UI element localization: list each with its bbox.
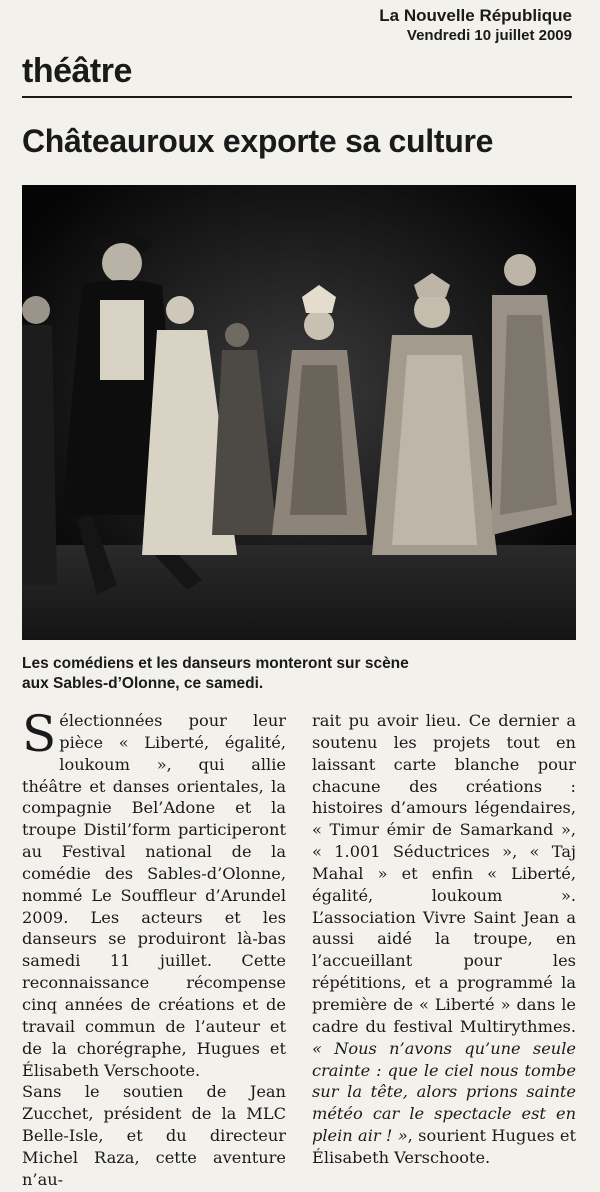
publication-date: Vendredi 10 juillet 2009: [406, 27, 572, 44]
masthead: [379, 6, 572, 46]
paragraph-2-end: , sourient Hugues et Élisabeth Verschoote.: [312, 1126, 576, 1167]
drop-cap: S: [22, 705, 57, 763]
article-paragraph-2-continued: [312, 710, 576, 1169]
article-headline: Châteauroux exporte sa culture: [22, 123, 494, 159]
paragraph-2-text: rait pu avoir lieu. Ce dernier a soutenu les projets tout en laissant carte blanche pour chacune des créations : histoires d’amours légendaires, « Timur émir de Samarkand », « 1.001 Séductrices », « Taj Mahal » et enfin « Liberté, égalité, loukoum ». L’association Vivre Saint Jean a aussi aidé la troupe, en l’accueillant pour les répétitions, et a programmé la première de « Liberté » dans le cadre du festival Multirythmes.: [312, 711, 576, 1036]
article-paragraph-2-start: Sans le soutien de Jean Zucchet, président de la MLC Belle-Isle, et du directeur Michel Raza, cette aventure n’au-: [22, 1082, 286, 1189]
newspaper-name: La Nouvelle République: [379, 6, 572, 25]
section-rubric: théâtre: [22, 52, 132, 90]
article-column-1: [22, 705, 286, 1191]
article-quote: « Nous n’avons qu’une seule crainte : que le ciel nous tombe sur la tête, alors prions sainte météo car le spectacle est en plein air ! »: [312, 1038, 576, 1146]
caption-line-2: aux Sables-d’Olonne, ce samedi.: [22, 675, 264, 692]
rubric-divider: [22, 96, 572, 98]
article-paragraph-1: [22, 705, 286, 1081]
article-column-2: [312, 710, 576, 1169]
photo-caption: [22, 654, 582, 694]
stage-performers-photo: [22, 185, 576, 640]
paragraph-1-text: électionnées pour leur pièce « Liberté, égalité, loukoum », qui allie théâtre et danses orientales, la compagnie Bel’Adone et la troupe Distil’form participeront au Festival national de la comédie des Sables-d’Olonne, nommé Le Souffleur d’Arundel 2009. Les acteurs et les danseurs se produiront là-bas samedi 11 juillet. Cette reconnaissance récompense cinq années de créations et de travail commun de l’auteur et de la chorégraphe, Hugues et Élisabeth Verschoote.: [22, 711, 286, 1080]
caption-line-1: Les comédiens et les danseurs monteront sur scène: [22, 655, 409, 672]
